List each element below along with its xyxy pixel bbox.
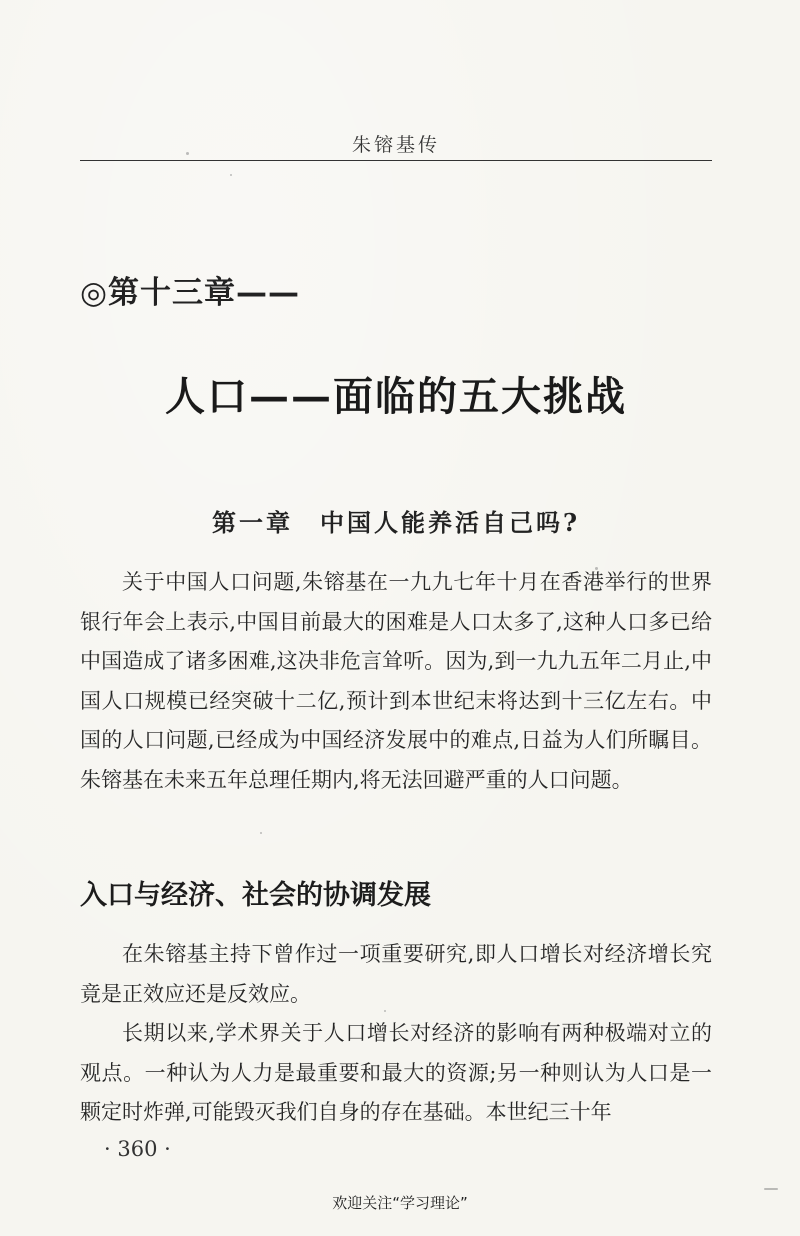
scan-speck [186,152,189,155]
scan-speck [260,832,262,834]
body-paragraph: 长期以来,学术界关于人口增长对经济的影响有两种极端对立的观点。一种认为人力是最重要和最大的资源;另一种则认为人口是一颗定时炸弹,可能毁灭我们自身的存在基础。本世纪三十年 [80,1021,712,1124]
scan-speck [764,1188,778,1190]
chapter-title: 人口——面临的五大挑战 [165,373,627,420]
footer-note: 欢迎关注“学习理论” [332,1194,468,1212]
body-paragraph: 在朱镕基主持下曾作过一项重要研究,即人口增长对经济增长究竟是正效应还是反效应。 [80,942,712,1006]
body-paragraph: 关于中国人口问题,朱镕基在一九九七年十月在香港举行的世界银行年会上表示,中国目前最大的困难是人口太多了,这种人口多已给中国造成了诸多困难,这决非危言耸听。因为,到一九九五年二月止,中国人口规模已经突破十二亿,预计到本世纪末将达到十三亿左右。中国的人口问题,已经成为中国经济发展中的难点,日益为人们所瞩目。朱镕基在未来五年总理任期内,将无法回避严重的人口问题。 [80,570,712,792]
page-number: · 360 · [104,1137,171,1161]
subsection-title: 入口与经济、社会的协调发展 [80,880,431,911]
scan-speck [595,567,598,570]
header-rule [80,160,712,161]
section-title: 第一章 中国人能养活自己吗? [211,508,581,537]
scan-speck [384,1010,386,1012]
part-label: ◎第十三章—— [80,275,301,311]
running-header-title: 朱镕基传 [351,134,440,156]
scan-speck [230,174,232,176]
